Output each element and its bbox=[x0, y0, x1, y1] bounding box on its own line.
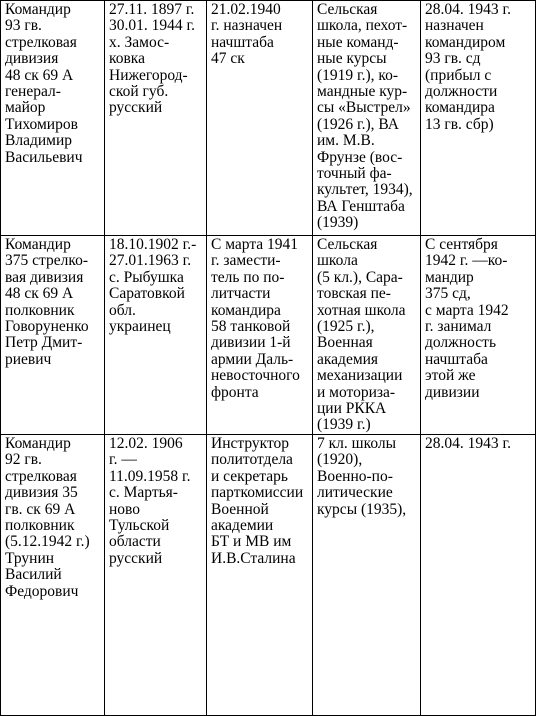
table-row bbox=[1, 1, 536, 236]
cell-prior-post: Инструктор политотдела и секретарь парткомиссии Военной академии БТ и МВ им И.В.Сталина bbox=[207, 434, 313, 715]
cell-dates: 12.02. 1906 г. — 11.09.1958 г. с. Мартья- ново Тульской области русский bbox=[105, 434, 207, 715]
table-row bbox=[1, 236, 536, 435]
cell-position: Командир 93 гв. стрелковая дивизия 48 ск 69 А генерал- майор Тихомиров Владимир Васильевич bbox=[1, 1, 105, 236]
cell-position: Командир 92 гв. стрелковая дивизия 35 гв. ск 69 А полковник (5.12.1942 г.) Трунин Василий Федорович bbox=[1, 434, 105, 715]
cell-dates: 18.10.1902 г.- 27.01.1963 г. с. Рыбушка Саратовкой обл. украинец bbox=[105, 236, 207, 435]
cell-education: Сельская школа, пехот- ные команд- ные курсы (1919 г.), ко- мандные кур- сы «Выстрел» (1926 г.), ВА им. М.В. Фрунзе (вос- точный фа- культет, 1934), ВА Генштаба (1939) bbox=[313, 1, 421, 236]
cell-appointment: 28.04. 1943 г. bbox=[421, 434, 536, 715]
cell-prior-post: С марта 1941 г. замести- тель по по- литчасти командира 58 танковой дивизии 1-й армии Даль- невосточного фронта bbox=[207, 236, 313, 435]
cell-prior-post: 21.02.1940 г. назначен начштаба 47 ск bbox=[207, 1, 313, 236]
table-row bbox=[1, 434, 536, 715]
cell-position: Командир 375 стрелко- вая дивизия 48 ск 69 А полковник Говоруненко Петр Дмит- риевич bbox=[1, 236, 105, 435]
cell-appointment: С сентября 1942 г. —ко- мандир 375 сд, с марта 1942 г. занимал должность начштаба этой же дивизии bbox=[421, 236, 536, 435]
cell-education: 7 кл. школы (1920), Военно-по- литические курсы (1935), bbox=[313, 434, 421, 715]
cell-education: Сельская школа (5 кл.), Сара- товская пе- хотная школа (1925 г.), Военная академия механизации и моториза- ции РККА (1939 г.) bbox=[313, 236, 421, 435]
cell-appointment: 28.04. 1943 г. назначен командиром 93 гв. сд (прибыл с должности командира 13 гв. сбр) bbox=[421, 1, 536, 236]
cell-dates: 27.11. 1897 г. 30.01. 1944 г. х. Замос- ковка Нижегород- ской губ. русский bbox=[105, 1, 207, 236]
